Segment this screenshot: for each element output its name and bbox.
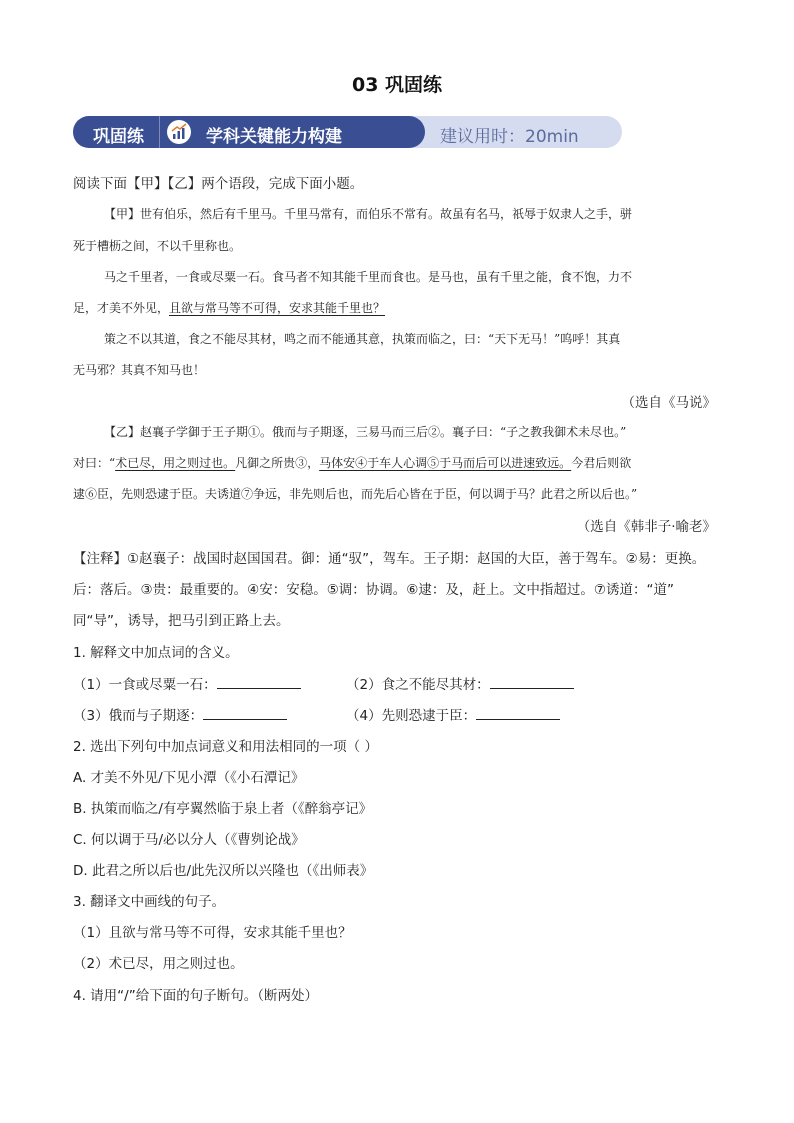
question-4-stem: 4. 请用“/”给下面的句子断句。（断两处） (73, 988, 318, 1004)
page-title: 03 巩固练 (351, 74, 443, 96)
yi-line2-a: 对曰：“ (73, 456, 116, 470)
question-3-stem: 3. 翻译文中画线的句子。 (73, 894, 226, 910)
question-2-option-a[interactable]: A. 才美不外见/下见小潭（《小石潭记》 (73, 770, 305, 786)
answer-blank[interactable] (490, 676, 574, 689)
question-1-item-4-label: （4）先则恐逮于臣： (346, 708, 477, 724)
banner-label-left: 巩固练 (93, 127, 144, 147)
banner-label-mid: 学科关键能力构建 (206, 127, 342, 147)
yi-line2-e: 今君后则欲 (571, 456, 632, 470)
answer-blank[interactable] (203, 707, 287, 720)
question-1-item-4 (346, 704, 560, 724)
jia-p1-line2: 死于槽枥之间，不以千里称也。 (73, 239, 242, 253)
jia-source: （选自《马说》 (621, 395, 716, 411)
banner-label-right: 建议用时：20min (440, 127, 579, 147)
answer-blank[interactable] (217, 676, 301, 689)
question-1-item-2-label: （2）食之不能尽其材： (346, 677, 490, 693)
yi-line2 (73, 454, 631, 471)
answer-blank[interactable] (476, 707, 560, 720)
question-2-option-b[interactable]: B. 执策而临之/有亭翼然临于泉上者（《醉翁亭记》 (73, 801, 373, 817)
yi-source: （选自《韩非子·喻老》 (576, 519, 716, 535)
question-1-item-1-label: （1）一食或尽粟一石： (73, 677, 217, 693)
section-banner (73, 116, 622, 148)
question-1-item-2 (346, 673, 574, 693)
underlined-sentence-3: 马体安④于车人心调⑤于马而后可以进速致远。 (319, 456, 572, 470)
banner-divider (159, 116, 160, 148)
banner-chevron (403, 116, 419, 148)
underlined-sentence-1: 且欲与常马等不可得，安求其能千里也？ (169, 301, 386, 315)
underlined-sentence-2: 术已尽，用之则过也。 (115, 456, 236, 470)
yi-line1: 【乙】赵襄子学御于王子期①。俄而与子期逐，三易马而三后②。襄子曰：“子之教我御术未尽也。” (104, 425, 627, 439)
yi-line3: 逮⑥臣，先则恐逮于臣。夫诱道⑦争远，非先则后也，而先后心皆在于臣，何以调于马？此君之所以后也。” (73, 487, 638, 501)
question-2-stem: 2. 选出下列句中加点词意义和用法相同的一项（ ） (73, 739, 378, 755)
jia-p1-line1: 【甲】世有伯乐，然后有千里马。千里马常有，而伯乐不常有。故虽有名马，祇辱于奴隶人之手，骈 (104, 207, 633, 221)
notes-line3: 同“导”，诱导，把马引到正路上去。 (73, 613, 290, 629)
yi-line2-c: 凡御之所贵③， (235, 456, 320, 470)
question-1-item-3 (73, 704, 287, 724)
jia-p2-line2-a: 足，才美不外见， (73, 301, 170, 315)
jia-p3-line1: 策之不以其道，食之不能尽其材，鸣之而不能通其意，执策而临之，曰：“天下无马！”呜呼！其真 (104, 332, 621, 346)
jia-p2-line2 (73, 299, 385, 316)
chart-growth-icon (167, 120, 191, 144)
question-2-option-d[interactable]: D. 此君之所以后也/此先汉所以兴隆也（《出师表》 (73, 863, 374, 879)
instruction: 阅读下面【甲】【乙】两个语段，完成下面小题。 (73, 176, 364, 192)
question-2-option-c[interactable]: C. 何以调于马/必以分人（《曹刿论战》 (73, 832, 305, 848)
notes-line2: 后：落后。③贵：最重要的。④安：安稳。⑤调：协调。⑥逮：及，赶上。文中指超过。⑦诱道：“道” (73, 582, 674, 598)
question-1-item-3-label: （3）俄而与子期逐： (73, 708, 204, 724)
question-1-stem: 1. 解释文中加点词的含义。 (73, 645, 239, 661)
question-1-item-1 (73, 673, 301, 693)
jia-p2-line1: 马之千里者，一食或尽粟一石。食马者不知其能千里而食也。是马也，虽有千里之能，食不饱，力不 (104, 270, 633, 284)
jia-p3-line2: 无马邪？其真不知马也！ (73, 363, 206, 377)
question-3-item-1: （1）且欲与常马等不可得，安求其能千里也？ (73, 925, 352, 941)
question-3-item-2: （2）术已尽，用之则过也。 (73, 956, 244, 972)
notes-line1: 【注释】①赵襄子：战国时赵国国君。御：通“驭”，驾车。王子期：赵国的大臣，善于驾车。②易：更换。 (73, 551, 706, 567)
